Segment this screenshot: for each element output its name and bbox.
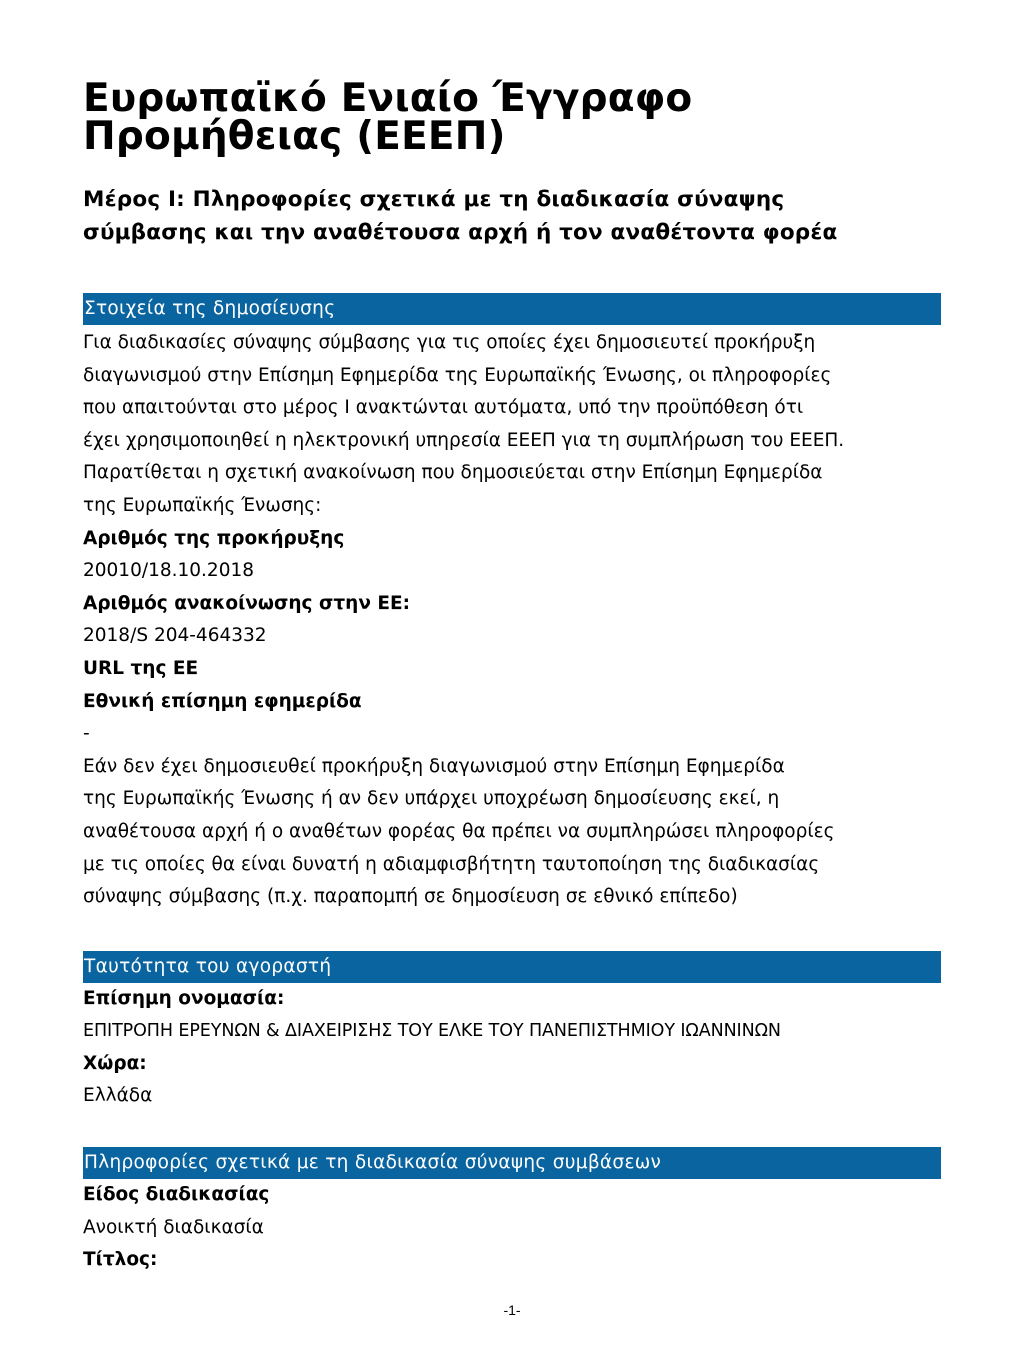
publication-intro-line: της Ευρωπαϊκής Ένωσης:	[83, 494, 322, 516]
publication-intro-line: διαγωνισμού στην Επίσημη Εφημερίδα της Ευρωπαϊκής Ένωσης, οι πληροφορίες	[83, 364, 832, 386]
notice-number-label: Αριθμός της προκήρυξης	[83, 527, 345, 549]
procedure-title-label: Τίτλος:	[83, 1249, 158, 1271]
part-heading-line-1: Μέρος I: Πληροφορίες σχετικά με τη διαδικασία σύναψης	[83, 187, 785, 212]
publication-note-line: αναθέτουσα αρχή ή ο αναθέτων φορέας θα πρέπει να συμπληρώσει πληροφορίες	[83, 820, 835, 842]
eu-notice-number-value: 2018/S 204-464332	[83, 625, 267, 647]
publication-intro-line: που απαιτούνται στο μέρος I ανακτώνται αυτόματα, υπό την προϋπόθεση ότι	[83, 397, 804, 419]
publication-note-line: σύναψης σύμβασης (π.χ. παραπομπή σε δημοσίευση σε εθνικό επίπεδο)	[83, 886, 738, 908]
procedure-type-value: Ανοικτή διαδικασία	[83, 1216, 264, 1238]
publication-section	[83, 293, 941, 914]
part-heading	[83, 183, 941, 249]
country-label: Χώρα:	[83, 1052, 147, 1074]
official-name-label: Επίσημη ονομασία:	[83, 987, 285, 1009]
publication-note-line: της Ευρωπαϊκής Ένωσης ή αν δεν υπάρχει υποχρέωση δημοσίευσης εκεί, η	[83, 788, 780, 810]
buyer-section	[83, 951, 941, 1113]
procedure-section-header: Πληροφορίες σχετικά με τη διαδικασία σύναψης συμβάσεων	[83, 1147, 941, 1179]
document-title-line-1: Ευρωπαϊκό Ενιαίο Έγγραφο	[83, 76, 693, 121]
country-value: Ελλάδα	[83, 1085, 153, 1107]
publication-section-header: Στοιχεία της δημοσίευσης	[83, 293, 941, 325]
procedure-section	[83, 1147, 941, 1277]
document-page	[83, 76, 941, 1277]
national-journal-value: -	[83, 723, 90, 745]
eu-url-label: URL της ΕΕ	[83, 657, 199, 679]
eu-notice-number-label: Αριθμός ανακοίνωσης στην ΕΕ:	[83, 592, 411, 614]
buyer-section-header: Ταυτότητα του αγοραστή	[83, 951, 941, 983]
part-heading-line-2: σύμβασης και την αναθέτουσα αρχή ή τον αναθέτοντα φορέα	[83, 220, 838, 245]
document-title-line-2: Προμήθειας (ΕΕΕΠ)	[83, 114, 506, 159]
publication-note-line: με τις οποίες θα είναι δυνατή η αδιαμφισβήτητη ταυτοποίηση της διαδικασίας	[83, 853, 820, 875]
publication-intro-line: έχει χρησιμοποιηθεί η ηλεκτρονική υπηρεσία ΕΕΕΠ για τη συμπλήρωση του ΕΕΕΠ.	[83, 429, 845, 451]
publication-intro-line: Παρατίθεται η σχετική ανακοίνωση που δημοσιεύεται στην Επίσημη Εφημερίδα	[83, 462, 823, 484]
document-title	[83, 76, 941, 159]
publication-note-line: Εάν δεν έχει δημοσιευθεί προκήρυξη διαγωνισμού στην Επίσημη Εφημερίδα	[83, 755, 785, 777]
official-name-value: ΕΠΙΤΡΟΠΗ ΕΡΕΥΝΩΝ & ΔΙΑΧΕΙΡΙΣΗΣ ΤΟΥ ΕΛΚΕ ΤΟΥ ΠΑΝΕΠΙΣΤΗΜΙΟΥ ΙΩΑΝΝΙΝΩΝ	[83, 1021, 781, 1042]
publication-intro-line: Για διαδικασίες σύναψης σύμβασης για τις οποίες έχει δημοσιευτεί προκήρυξη	[83, 332, 816, 353]
national-journal-label: Εθνική επίσημη εφημερίδα	[83, 690, 362, 712]
notice-number-value: 20010/18.10.2018	[83, 560, 255, 582]
page-number: -1-	[503, 1302, 521, 1318]
procedure-type-label: Είδος διαδικασίας	[83, 1184, 270, 1206]
